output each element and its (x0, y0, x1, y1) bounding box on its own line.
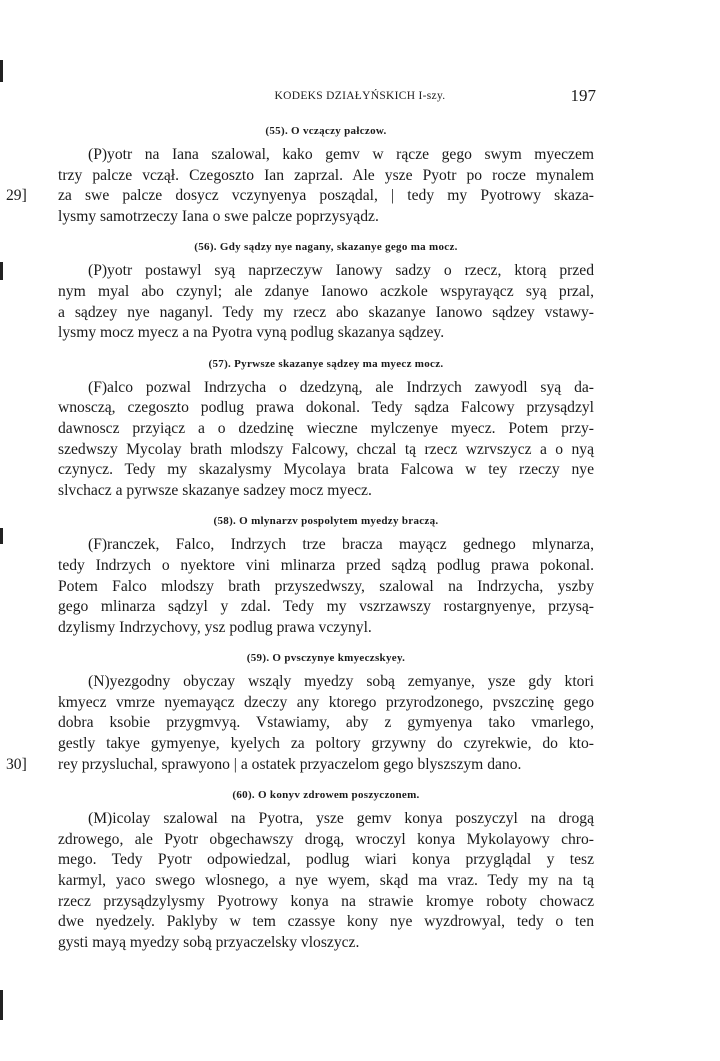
text-line (58, 850, 594, 871)
text-line (58, 933, 594, 954)
text-line (58, 535, 594, 556)
text-line (58, 672, 594, 693)
page-edge-mark (0, 262, 3, 280)
text-line (58, 734, 594, 755)
line-text: rey przysluchal, sprawyono | a ostatek przyaczelom gego blyszszym dano. (58, 755, 522, 773)
line-text: (F)alco pozwal Indrzycha o dzedzyną, ale Indrzych zawyodl syą da- (88, 378, 594, 396)
line-text: gego mlinarza sądzyl y zdal. Tedy my vszrzawszy rostargnyenye, przysą- (58, 598, 594, 616)
text-line (6, 755, 594, 776)
text-line (58, 481, 594, 502)
line-text: trzy palcze vczął. Czegoszto Ian zaprzal. Ale ysze Pyotr po rocze mynalem (58, 166, 594, 184)
text-line (58, 713, 594, 734)
line-text: mego. Tedy Pyotr odpowiedzal, podlug wiari konya przyglądal y tesz (58, 851, 594, 869)
paragraph (6, 672, 594, 775)
section (58, 789, 594, 953)
text-line (58, 303, 594, 324)
text-line (58, 892, 594, 913)
line-text: lysmy samotrzeczy Iana o swe palcze poprzysyądz. (58, 207, 379, 225)
text-line (58, 597, 594, 618)
line-text: kmyecz vmrze nyemayącz dzeczy any ktorego przyrodzonego, pvszczinę gego (58, 693, 594, 711)
text-line (58, 809, 594, 830)
text-line (58, 693, 594, 714)
line-text: karmyl, yaco swego wlosnego, a nye wyem, skąd ma vraz. Tedy my na tą (58, 872, 594, 890)
page-edge-mark (0, 528, 3, 544)
line-text: slvchacz a pyrwsze skazanye sadzey mocz myecz. (58, 481, 372, 499)
page-number: 197 (570, 86, 596, 105)
text-line (58, 378, 594, 399)
line-text: dzylismy Indrzychovy, ysz podlug prawa vczynyl. (58, 618, 372, 636)
line-text: gestly takye gymyenye, kyelych za poltory grzywny do czyrekwie, do kto- (58, 735, 594, 753)
section-gap (58, 638, 594, 652)
line-text: tedy Indrzych o nyektore vini mlinarza przed sądzą podlug prawa pokonal. (58, 556, 594, 574)
text-line (58, 261, 594, 282)
page-edge-mark (0, 990, 3, 1020)
text-line (58, 207, 594, 228)
line-text: (M)icolay szalowal na Pyotra, ysze gemv konya poszyczyl na drogą (88, 810, 594, 828)
section-heading: (56). Gdy sądzy nye nagany, skazanye gego ma mocz. (194, 241, 458, 254)
section-heading: (58). O mlynarzv pospolytem myedzy braczą. (213, 515, 439, 528)
margin-line-number: 29] (6, 187, 27, 205)
text-line (58, 145, 594, 166)
line-text: (P)yotr na Iana szalowal, kako gemv w rącze gego swym myeczem (88, 146, 594, 163)
section-heading: (60). O konyv zdrowem poszyczonem. (232, 789, 420, 802)
line-text: szedwszy Mycolay brath mlodszy Falcowy, chczal tą rzecz wzrvszycz a o nyą (58, 440, 594, 458)
body-text (6, 125, 594, 953)
section-gap (58, 501, 594, 515)
margin-line-number: 30] (6, 755, 27, 773)
text-line (58, 577, 594, 598)
line-text: wnosczą, czegoszto podlug prawa dokonal. Tedy sądza Falcowy przysądzyl (58, 399, 594, 417)
line-text: lysmy mocz myecz a na Pyotra vyną podlug skazanya sądzey. (58, 324, 445, 342)
text-line (58, 323, 594, 344)
paragraph (6, 145, 594, 227)
line-text: czynycz. Tedy my skazalysmy Mycolaya brata Falcowa w tey rzeczy nye (58, 461, 594, 479)
line-text: Potem Falco mlodszy brath przyszedwszy, szalowal na Indrzycha, yszby (58, 577, 594, 595)
line-text: nym myal abo czynyl; ale zdanye Ianowo aczkole wspyrayącz syą przal, (58, 282, 594, 300)
text-line (58, 912, 594, 933)
line-text: (F)ranczek, Falco, Indrzych trze bracza mayącz gednego mlynarza, (88, 536, 594, 554)
page-edge-mark (0, 60, 3, 82)
text-line (58, 398, 594, 419)
text-line (58, 830, 594, 851)
section-heading: (57). Pyrwsze skazanye sądzey ma myecz mocz. (208, 357, 444, 370)
line-text: za swe palcze dosycz vczynyenya posządal, | tedy my Pyotrowy skaza- (58, 187, 594, 205)
text-line (58, 618, 594, 639)
section (6, 125, 594, 227)
paragraph (58, 378, 594, 502)
section (58, 241, 594, 343)
line-text: dobra ksobie przygmvyą. Vstawiamy, aby z gymyenya tako vmarlego, (58, 714, 594, 732)
line-text: zdrowego, ale Pyotr obgechawszy drogą, wroczyl konya Mykolayowy chro- (58, 830, 594, 848)
text-line (58, 419, 594, 440)
line-text: dawnoscz przyiącz a o dzedzinę wieczne mylczenye myecz. Potem przy- (58, 419, 594, 437)
section (58, 358, 594, 502)
section (6, 652, 594, 775)
line-text: (N)yezgodny obyczay wsząly myedzy sobą zemyanye, ysze gdy ktori (88, 673, 594, 691)
paragraph (58, 261, 594, 343)
text-line (58, 440, 594, 461)
paragraph (58, 535, 594, 638)
text-line (58, 166, 594, 187)
section-gap (58, 227, 594, 241)
section (58, 515, 594, 638)
text-line (58, 556, 594, 577)
text-line (58, 871, 594, 892)
text-line (58, 460, 594, 481)
line-text: (P)yotr postawyl syą naprzeczyw Ianowy sadzy o rzecz, ktorą przed (88, 262, 594, 280)
line-text: gysti mayą myedzy sobą przyaczelsky vloszycz. (58, 933, 360, 951)
line-text: a sądzey nye naganyl. Tedy my rzecz abo skazanye Ianowo sądzey vstawy- (58, 303, 594, 321)
text-line (58, 282, 594, 303)
section-heading: (55). O vczączy pałczow. (265, 125, 387, 137)
section-heading: (59). O pvsczynye kmyeczskyey. (246, 652, 406, 665)
running-head: KODEKS DZIAŁYŃSKICH I-szy. (274, 90, 446, 102)
section-gap (58, 775, 594, 789)
text-line (6, 186, 594, 207)
section-gap (58, 344, 594, 358)
line-text: rzecz przysądzylysmy Pyotrowy konya na strawie kromye roboty chowacz (58, 892, 594, 910)
paragraph (58, 809, 594, 953)
line-text: dwe nyedzely. Paklyby w tem czassye kony nye wyzdrowyal, tedy o ten (58, 913, 594, 931)
